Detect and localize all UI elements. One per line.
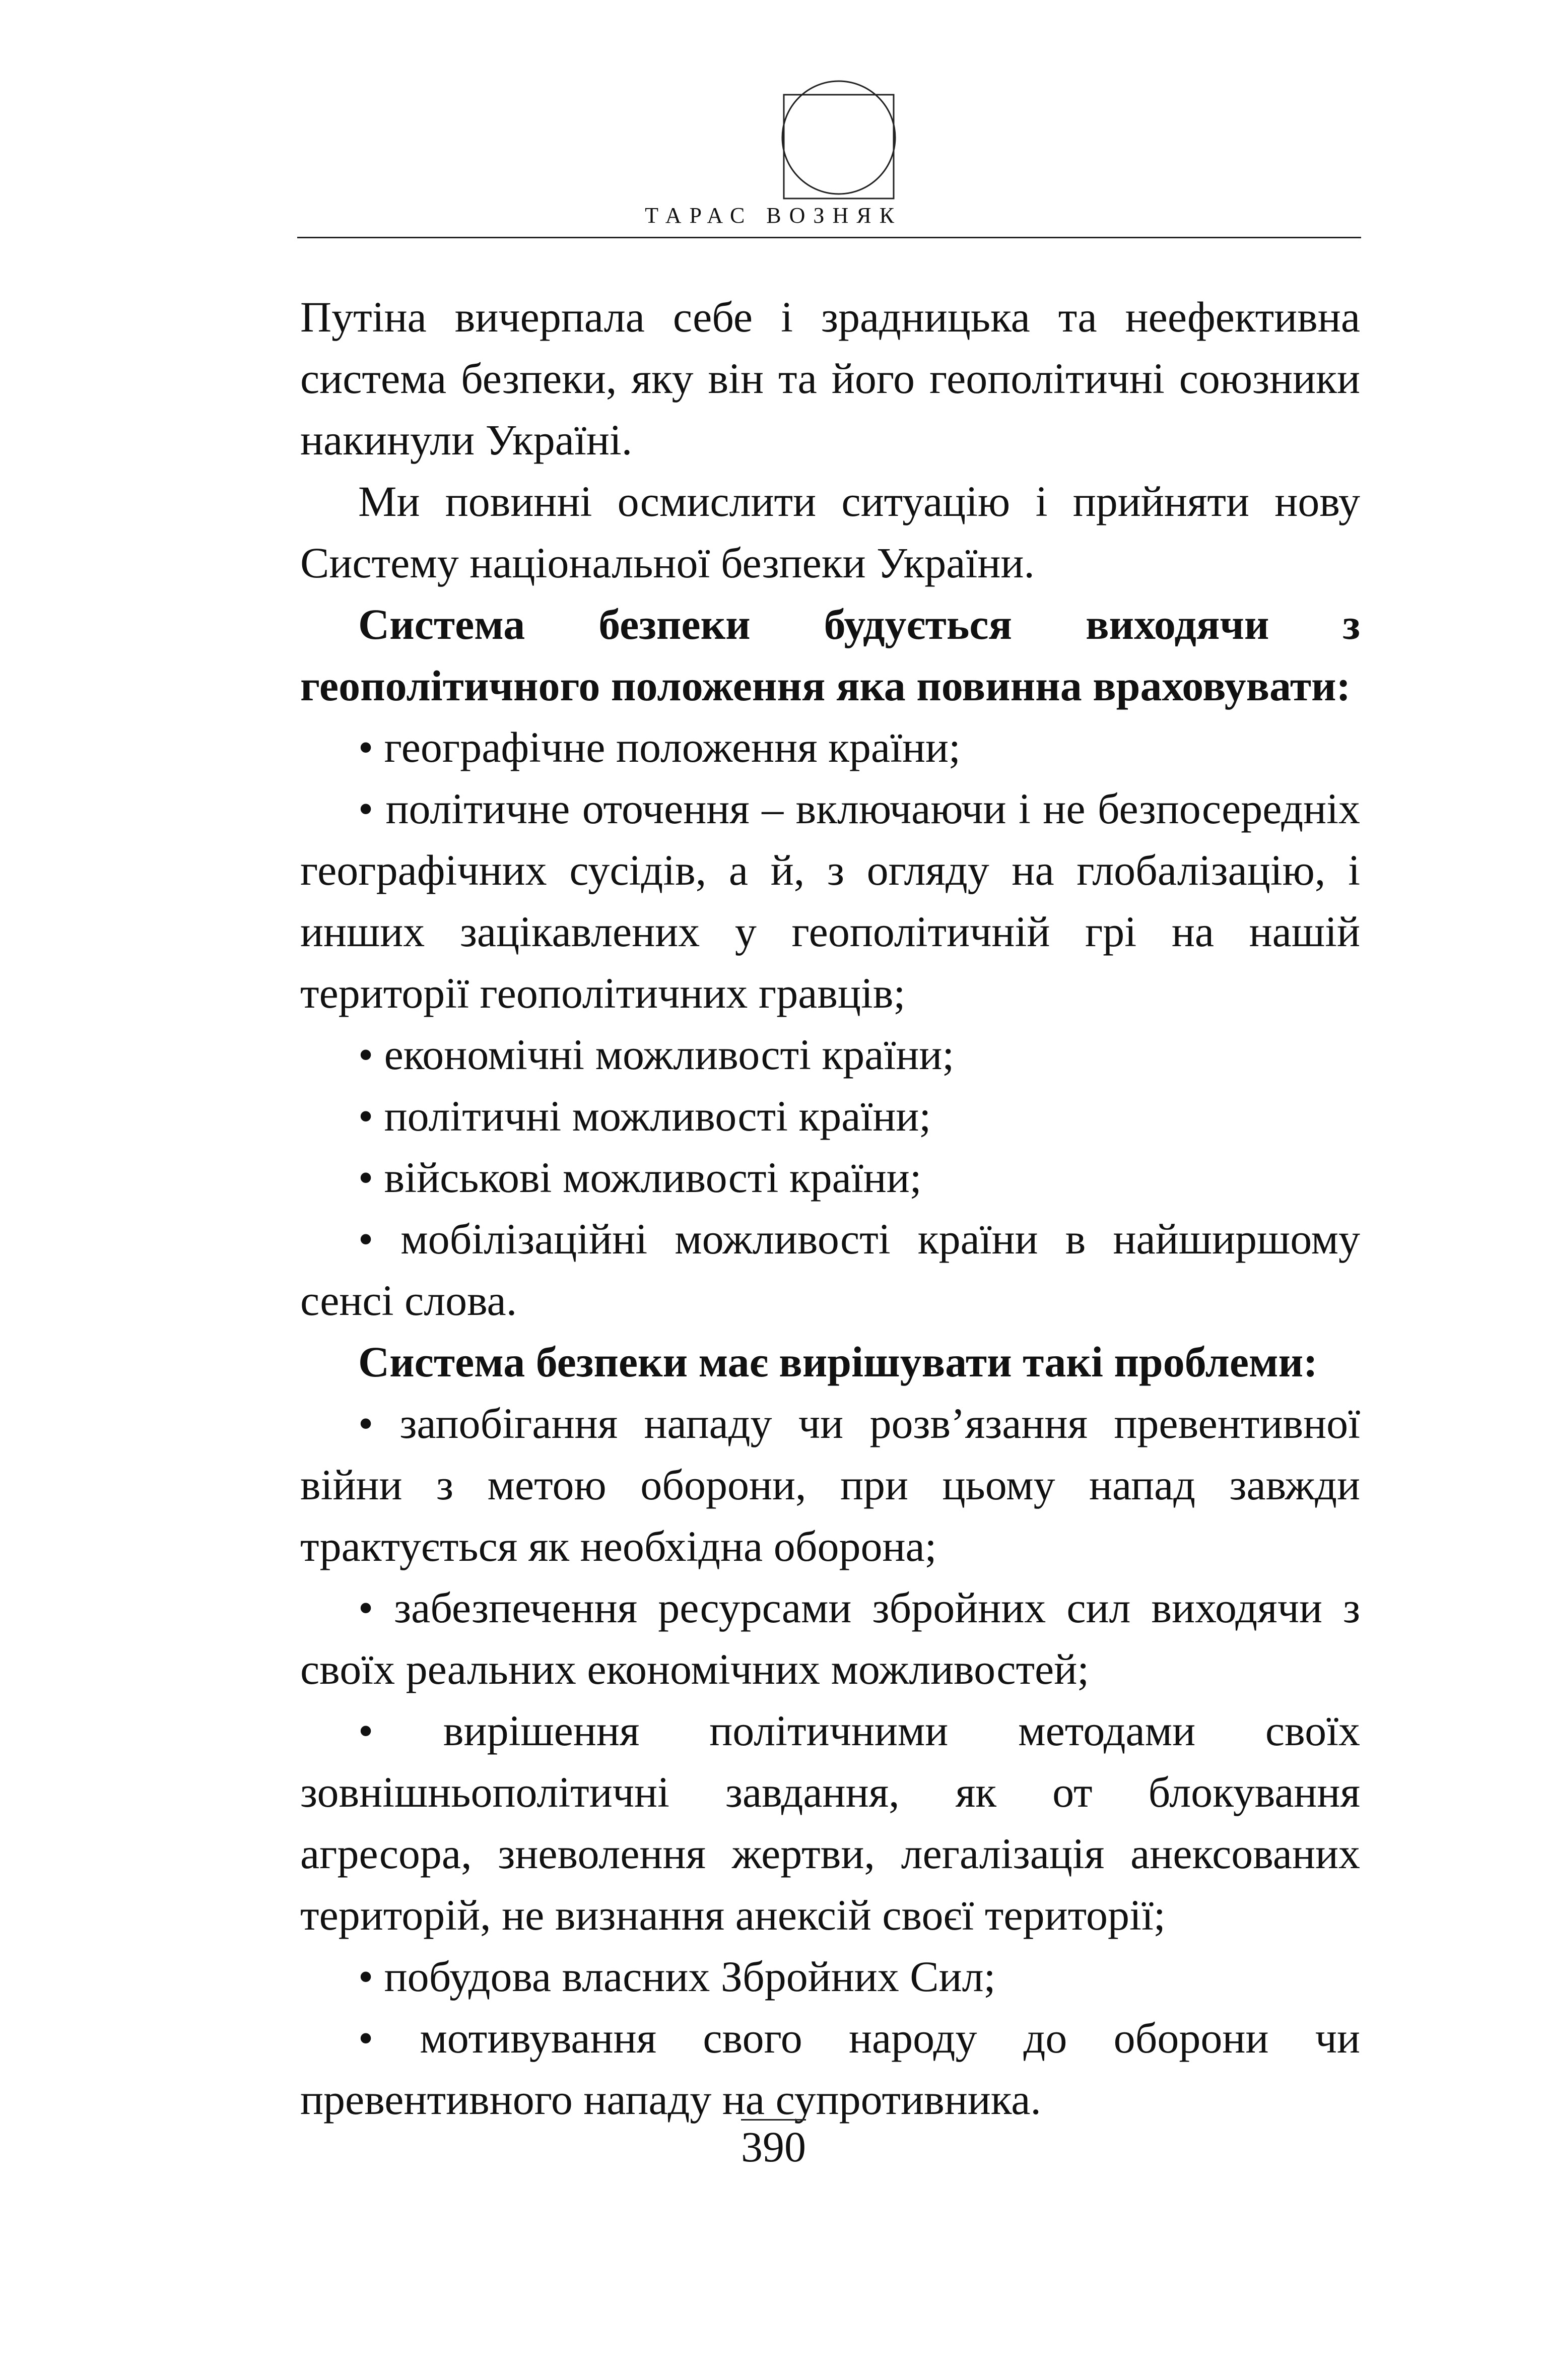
bullet-paragraph: • політичні можливості країни; bbox=[358, 1092, 931, 1140]
bold-paragraph: Система безпеки будується виходячи з геополітичного положення яка повинна враховувати: bbox=[300, 600, 1360, 710]
bullet-paragraph: • політичне оточення – включаючи і не безпосередніх географічних сусідів, а й, з огляду на глобалізацію, і инших зацікавлених у геополітичній грі на нашій території геополітичних гравців; bbox=[300, 784, 1360, 1017]
page-number: 390 bbox=[741, 2119, 806, 2172]
paragraph: Ми повинні осмислити ситуацію і прийняти нову Систему національної безпеки України. bbox=[300, 477, 1360, 587]
running-head: ТАРАС ВОЗНЯК bbox=[645, 203, 902, 228]
paragraph: Путіна вичерпала себе і зрадницька та неефективна система безпеки, яку він та його геополітичні союзники накинули Україні. bbox=[300, 293, 1360, 464]
bullet-paragraph: • вирішення політичними методами своїх зовнішньополітичні завдання, як от блокування агресора, зневолення жертви, легалізація анексованих територій, не визнання анексій своєї території; bbox=[300, 1706, 1360, 1939]
bullet-paragraph: • запобігання нападу чи розв’язання превентивної війни з метою оборони, при цьому напад завжди трактується як необхідна оборона; bbox=[300, 1399, 1360, 1570]
bold-paragraph: Система безпеки має вирішувати такі проблеми: bbox=[358, 1338, 1318, 1386]
bullet-paragraph: • забезпечення ресурсами збройних сил виходячи з своїх реальних економічних можливостей; bbox=[300, 1583, 1360, 1693]
page-body bbox=[300, 286, 1360, 2130]
bullet-paragraph: • географічне положення країни; bbox=[358, 723, 961, 771]
bullet-paragraph: • мобілізаційні можливості країни в найширшому сенсі слова. bbox=[300, 1215, 1360, 1325]
bullet-paragraph: • військові можливості країни; bbox=[358, 1153, 922, 1202]
bullet-paragraph: • побудова власних Збройних Сил; bbox=[358, 1952, 996, 2001]
bullet-paragraph: • мотивування свого народу до оборони чи превентивного нападу на супротивника. bbox=[300, 2014, 1360, 2124]
circle-square-emblem-icon bbox=[771, 75, 907, 201]
page-number-container bbox=[0, 2119, 1547, 2172]
bullet-paragraph: • економічні можливості країни; bbox=[358, 1030, 955, 1079]
header-divider bbox=[297, 237, 1361, 238]
